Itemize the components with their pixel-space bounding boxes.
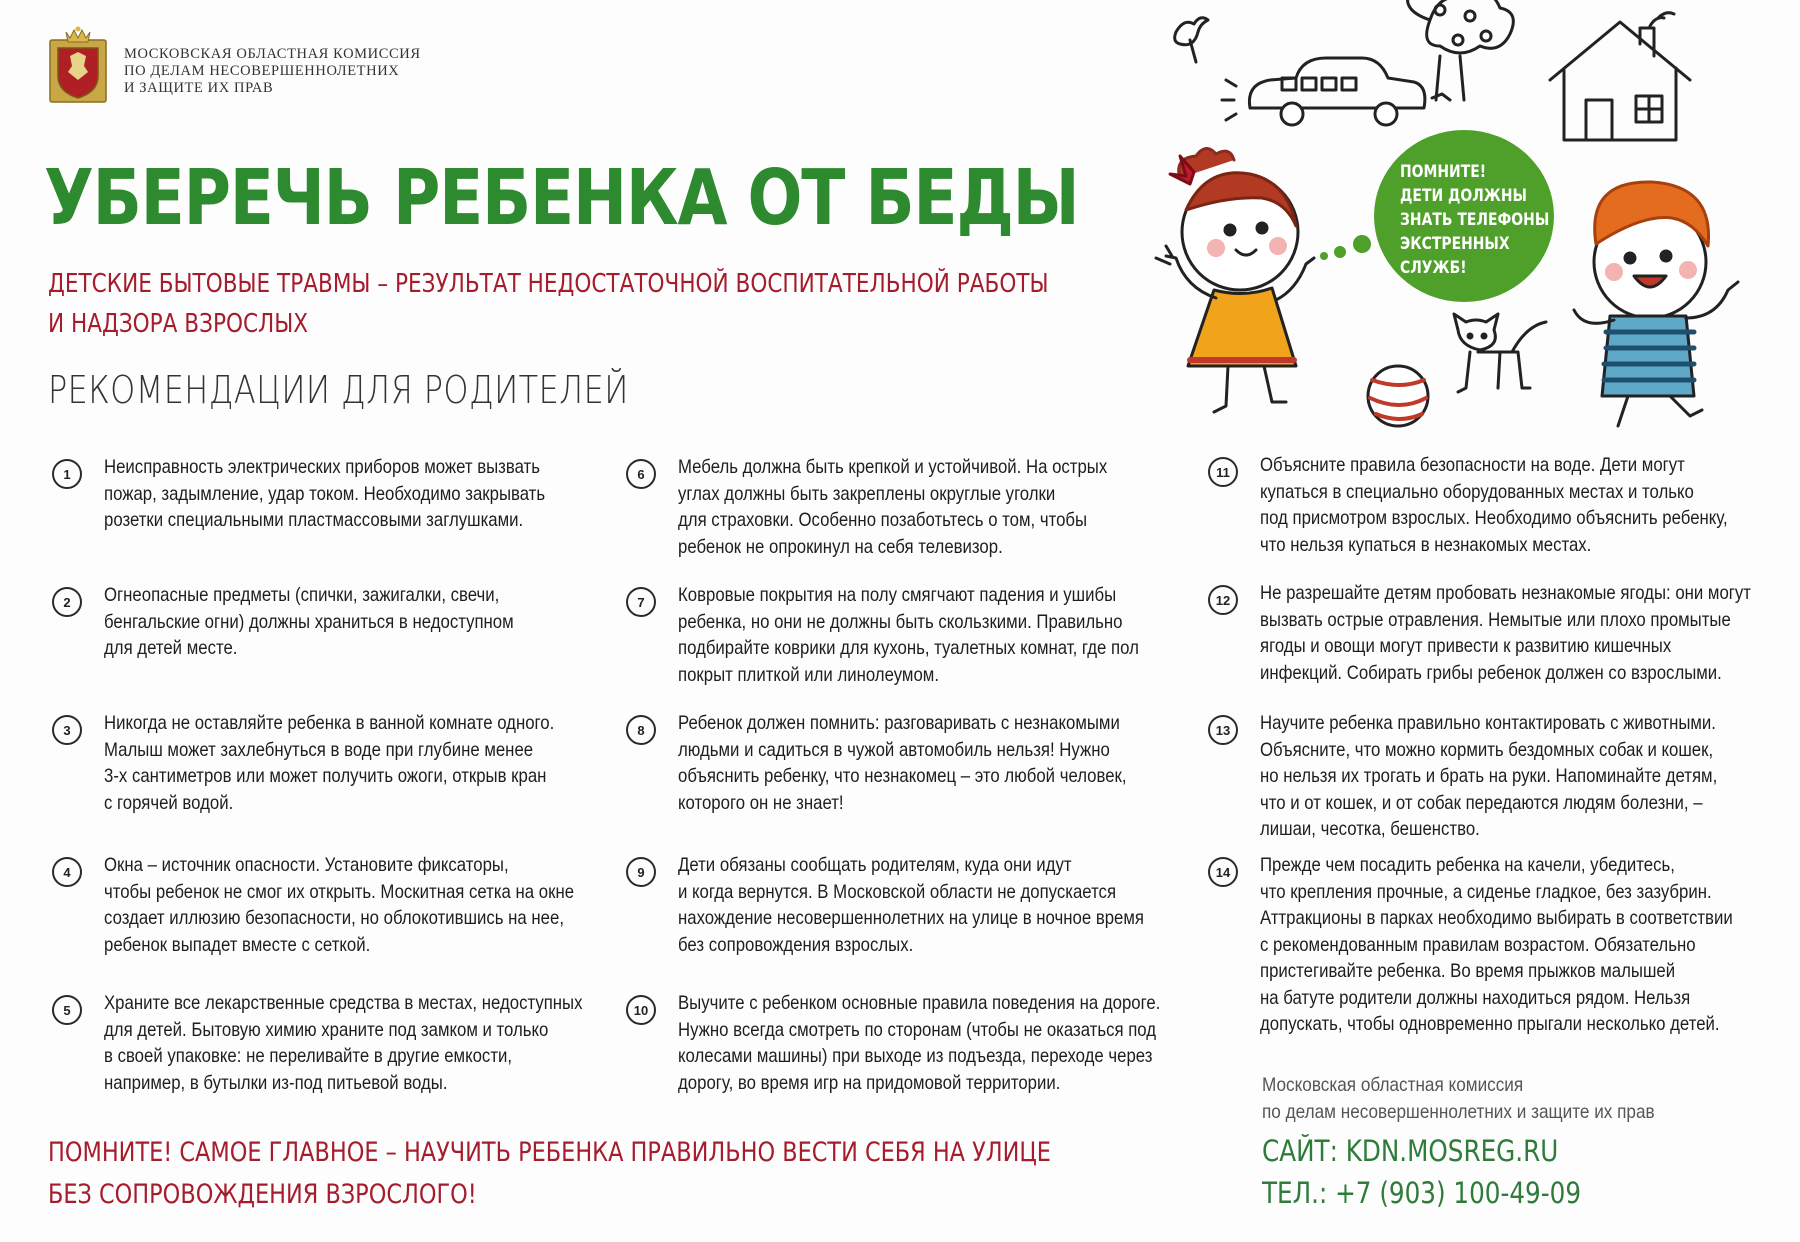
girl-icon xyxy=(1156,148,1314,412)
bird-icon xyxy=(1175,18,1208,62)
item-text: Мебель должна быть крепкой и устойчивой. На острых углах должны быть закреплены округлые уголки для страховки. Особенно позаботьтесь о том, чтобы ребенок не опрокинул на себя телевизор. xyxy=(678,456,1108,558)
org-line: ПО ДЕЛАМ НЕСОВЕРШЕННОЛЕТНИХ xyxy=(124,63,400,79)
recommendation-item xyxy=(626,990,1258,1096)
recommendation-item xyxy=(52,582,684,662)
bottom-note-line: ПОМНИТЕ! САМОЕ ГЛАВНОЕ – НАУЧИТЬ РЕБЕНКА ПРАВИЛЬНО ВЕСТИ СЕБЯ НА УЛИЦЕ xyxy=(48,1137,1051,1168)
coat-of-arms-icon xyxy=(44,26,112,104)
house-icon xyxy=(1550,13,1690,140)
item-number: 8 xyxy=(626,715,656,745)
item-number: 11 xyxy=(1208,457,1238,487)
bottom-note xyxy=(48,1132,1051,1216)
item-text: Никогда не оставляйте ребенка в ванной комнате одного. Малыш может захлебнуться в воде при глубине менее 3-х сантиметров или может получить ожоги, открыв кран с горячей водой. xyxy=(104,712,555,814)
subtitle-line: ДЕТСКИЕ БЫТОВЫЕ ТРАВМЫ – РЕЗУЛЬТАТ НЕДОСТАТОЧНОЙ ВОСПИТАТЕЛЬНОЙ РАБОТЫ xyxy=(48,269,1049,299)
recommendation-item xyxy=(626,852,1258,958)
phone-number[interactable]: ТЕЛ.: +7 (903) 100-49-09 xyxy=(1262,1176,1582,1210)
website-link[interactable]: САЙТ: KDN.MOSREG.RU xyxy=(1262,1134,1559,1168)
header xyxy=(44,26,421,106)
item-number: 4 xyxy=(52,857,82,887)
item-number: 2 xyxy=(52,587,82,617)
item-number: 13 xyxy=(1208,715,1238,745)
item-text: Неисправность электрических приборов может вызвать пожар, задымление, удар током. Необходимо закрывать розетки специальными пластмассовыми заглушками. xyxy=(104,456,546,531)
item-number: 9 xyxy=(626,857,656,887)
contact-org-line: Московская областная комиссия xyxy=(1262,1074,1524,1096)
item-text: Дети обязаны сообщать родителям, куда они идут и когда вернутся. В Московской области не допускается нахождение несовершеннолетних на улице в ночное время без сопровождения взрослых. xyxy=(678,854,1144,956)
item-number: 3 xyxy=(52,715,82,745)
item-number: 1 xyxy=(52,459,82,489)
item-text: Не разрешайте детям пробовать незнакомые ягоды: они могут вызвать острые отравления. Немытые или плохо промытые ягоды и овощи могут привести к развитию кишечных инфекций. Собирать грибы ребенок должен со взрослыми. xyxy=(1260,582,1751,684)
org-line: МОСКОВСКАЯ ОБЛАСТНАЯ КОМИССИЯ xyxy=(124,46,421,62)
contact-org-line: по делам несовершеннолетних и защите их прав xyxy=(1262,1101,1655,1123)
recommendation-item xyxy=(52,852,684,958)
subtitle xyxy=(48,264,1049,344)
recommendation-item xyxy=(1208,852,1800,1038)
item-text: Ковровые покрытия на полу смягчают падения и ушибы ребенка, но они не должны быть скользкими. Правильно подбирайте коврики для кухонь, туалетных комнат, где пол покрыт плиткой или линолеумом. xyxy=(678,584,1139,686)
recommendation-item xyxy=(52,990,684,1096)
recommendation-item xyxy=(52,710,684,816)
org-line: И ЗАЩИТЕ ИХ ПРАВ xyxy=(124,80,274,96)
item-number: 12 xyxy=(1208,585,1238,615)
bottom-note-line: БЕЗ СОПРОВОЖДЕНИЯ ВЗРОСЛОГО! xyxy=(48,1179,477,1210)
subtitle-line: И НАДЗОРА ВЗРОСЛЫХ xyxy=(48,309,309,339)
item-text: Храните все лекарственные средства в местах, недоступных для детей. Бытовую химию храните под замком и только в своей упаковке: не переливайте в другие емкости, например, в бутылки из-под питьевой воды. xyxy=(104,992,583,1094)
bubble-text: ПОМНИТЕ! ДЕТИ ДОЛЖНЫ ЗНАТЬ ТЕЛЕФОНЫ ЭКСТРЕННЫХ СЛУЖБ! xyxy=(1400,162,1550,278)
item-number: 10 xyxy=(626,995,656,1025)
item-number: 14 xyxy=(1208,857,1238,887)
recommendation-item xyxy=(1208,710,1800,843)
recommendation-item xyxy=(1208,452,1800,558)
ball-icon xyxy=(1368,366,1428,426)
item-text: Огнеопасные предметы (спички, зажигалки, свечи, бенгальские огни) должны храниться в недоступном для детей месте. xyxy=(104,584,514,659)
contact-org xyxy=(1262,1072,1655,1126)
section-title: РЕКОМЕНДАЦИИ ДЛЯ РОДИТЕЛЕЙ xyxy=(48,368,629,412)
page-title: УБЕРЕЧЬ РЕБЕНКА ОТ БЕДЫ xyxy=(44,154,1079,243)
car-icon xyxy=(1222,58,1425,125)
recommendation-item xyxy=(626,582,1258,688)
item-text: Окна – источник опасности. Установите фиксаторы, чтобы ребенок не смог их открыть. Москитная сетка на окне создает иллюзию безопасности, но облокотившись на нее, ребенок выпадет вместе с сеткой. xyxy=(104,854,575,956)
org-name xyxy=(124,46,421,97)
boy-icon xyxy=(1574,182,1738,426)
recommendation-item xyxy=(52,454,684,534)
item-text: Ребенок должен помнить: разговаривать с незнакомыми людьми и садиться в чужой автомобиль нельзя! Нужно объяснить ребенку, что незнакомец – это любой человек, которого он не знает! xyxy=(678,712,1127,814)
recommendation-item xyxy=(626,454,1258,560)
item-number: 6 xyxy=(626,459,656,489)
recommendation-item xyxy=(1208,580,1800,686)
item-text: Прежде чем посадить ребенка на качели, убедитесь, что крепления прочные, а сиденье гладкое, без зазубрин. Аттракционы в парках необходимо выбирать в соответствии с рекомендованным правилам возрастом. Обязательно пристегивайте ребенка. Во время прыжков малышей на батуте родители должны находиться рядом. Нельзя допускать, чтобы одновременно прыгали несколько детей. xyxy=(1260,854,1733,1035)
cat-icon xyxy=(1454,314,1546,392)
item-number: 5 xyxy=(52,995,82,1025)
recommendation-item xyxy=(626,710,1258,816)
item-text: Научите ребенка правильно контактировать с животными. Объясните, что можно кормить бездомных собак и кошек, но нельзя их трогать и брать на руки. Напоминайте детям, что и от кошек, и от собак передаются людям болезни, – лишаи, чесотка, бешенство. xyxy=(1260,712,1718,840)
item-text: Выучите с ребенком основные правила поведения на дороге. Нужно всегда смотреть по сторонам (чтобы не оказаться под колесами машины) при выходе из подъезда, переходе через дорогу, во время игр на придомовой территории. xyxy=(678,992,1161,1094)
item-number: 7 xyxy=(626,587,656,617)
item-text: Объясните правила безопасности на воде. Дети могут купаться в специально оборудованных местах и только под присмотром взрослых. Необходимо объяснить ребенку, что нельзя купаться в незнакомых местах. xyxy=(1260,454,1728,556)
tree-icon xyxy=(1408,0,1514,100)
